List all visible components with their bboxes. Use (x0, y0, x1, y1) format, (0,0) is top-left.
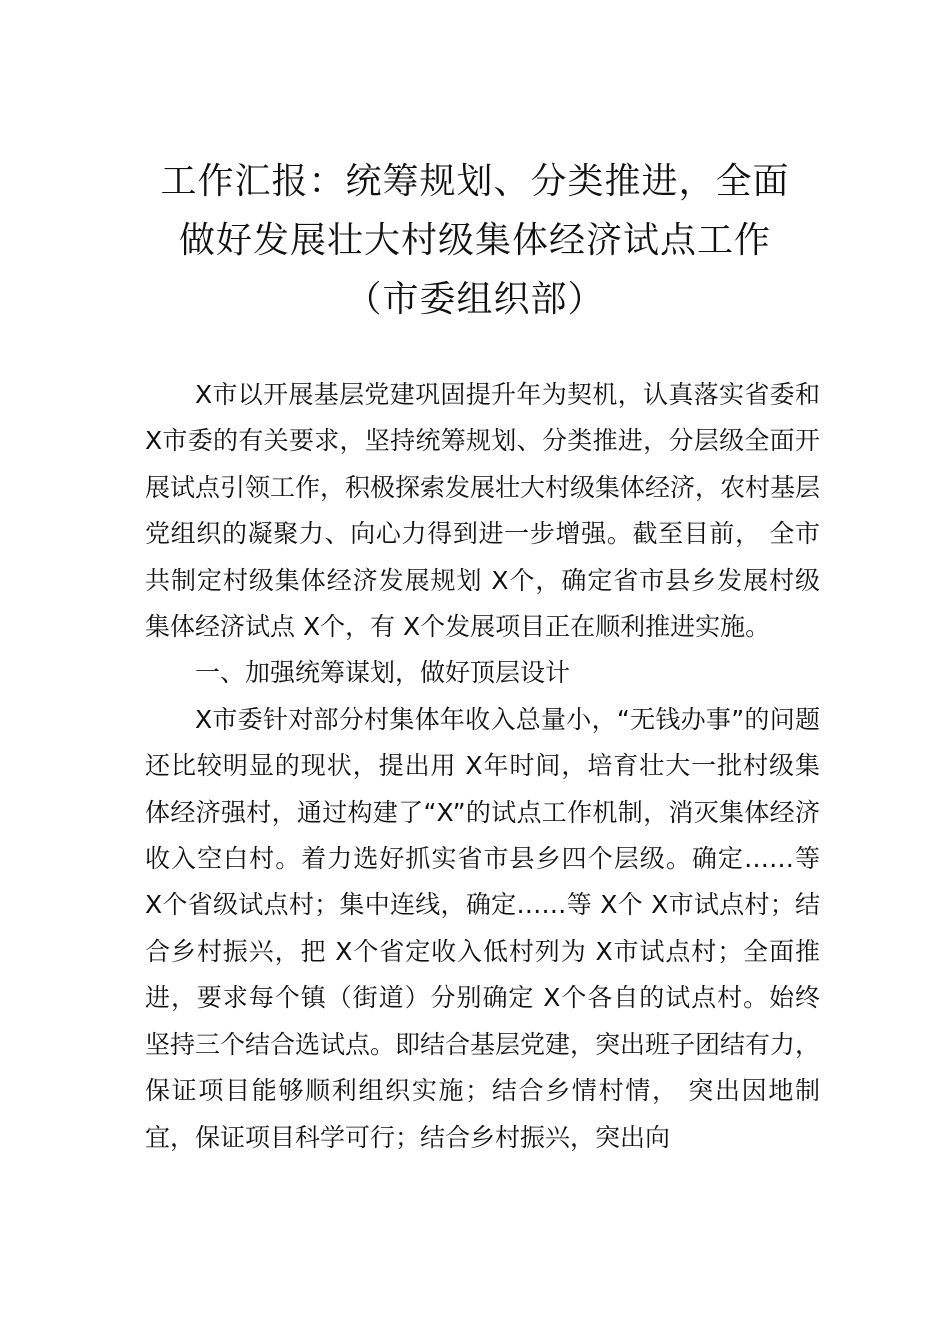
document-body (145, 372, 820, 1161)
section-heading-1: 一、加强统筹谋划，做好顶层设计 (195, 658, 571, 688)
paragraph-intro: X市以开展基层党建巩固提升年为契机，认真落实省委和 X市委的有关要求，坚持统筹规划、分类推进，分层级全面开展试点引领工作，积极探索发展壮大村级集体经济，农村基层党组织的凝聚力、向心力得到进一步增强。截至目前， 全市共制定村级集体经济发展规划 X个，确定省市县乡发展村级集体经济试点 X个，有 X个发展项目正在顺利推进实施。 (145, 380, 821, 642)
document-title-line-1: 工作汇报：统筹规划、分类推进，全面 (160, 161, 790, 202)
document-author: （市委组织部） (345, 279, 605, 320)
paragraph-section-1: X市委针对部分村集体年收入总量小，“无钱办事”的问题还比较明显的现状，提出用 X年时间，培育壮大一批村级集体经济强村，通过构建了“X”的试点工作机制，消灭集体经济收入空白村。着力选好抓实省市县乡四个层级。确定……等 X个省级试点村；集中连线，确定……等 X个 X市试点村；结合乡村振兴，把 X个省定收入低村列为 X市试点村；全面推进，要求每个镇（街道）分别确定 X个各自的试点村。始终坚持三个结合选试点。即结合基层党建，突出班子团结有力，保证项目能够顺利组织实施；结合乡情村情， 突出因地制宜，保证项目科学可行；结合乡村振兴，突出向 (145, 704, 821, 1152)
document-title-block (100, 152, 850, 329)
document-title-line-2: 做好发展壮大村级集体经济试点工作 (178, 220, 771, 261)
